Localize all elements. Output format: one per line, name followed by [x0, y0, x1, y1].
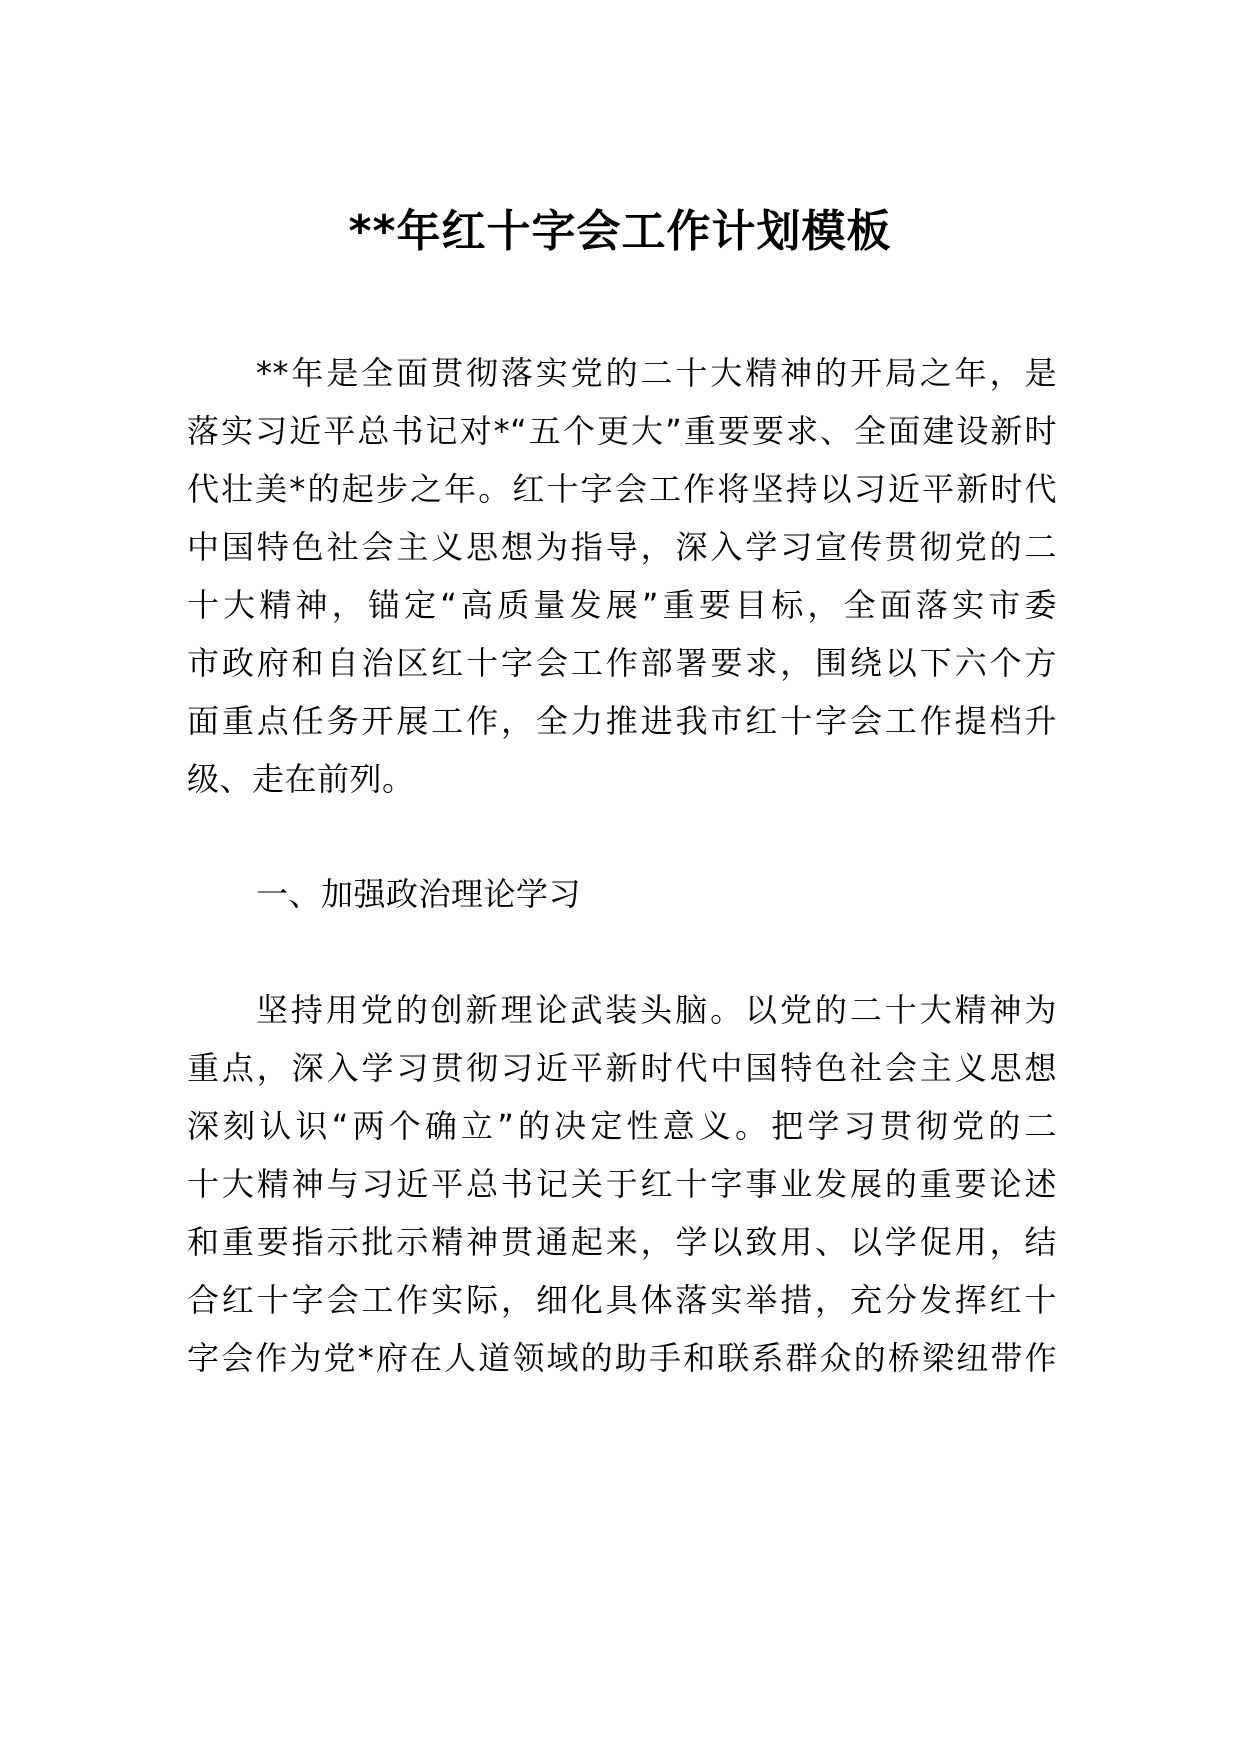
paragraph-line: 坚持用党的创新理论武装头脑。以党的二十大精神为	[256, 991, 1057, 1029]
paragraph-line: 和重要指示批示精神贯通起来，学以致用、以学促用，结	[187, 1223, 1057, 1261]
paragraph-line: 中国特色社会主义思想为指导，深入学习宣传贯彻党的二	[187, 528, 1057, 566]
paragraph-line: 市政府和自治区红十字会工作部署要求，围绕以下六个方	[187, 644, 1057, 682]
paragraph-line: 深刻认识“两个确立”的决定性意义。把学习贯彻党的二	[187, 1107, 1057, 1145]
paragraph-line: **年是全面贯彻落实党的二十大精神的开局之年，是	[256, 354, 1057, 392]
paragraph-line: 合红十字会工作实际，细化具体落实举措，充分发挥红十	[187, 1281, 1057, 1319]
document-title: **年红十字会工作计划模板	[348, 206, 892, 257]
paragraph-line: 十大精神与习近平总书记关于红十字事业发展的重要论述	[187, 1165, 1057, 1203]
paragraph-line: 面重点任务开展工作，全力推进我市红十字会工作提档升	[187, 702, 1057, 740]
paragraph-line: 十大精神，锚定“高质量发展”重要目标，全面落实市委	[187, 586, 1057, 624]
paragraph-line: 级、走在前列。	[187, 760, 415, 798]
paragraph-line: 重点，深入学习贯彻习近平新时代中国特色社会主义思想	[187, 1049, 1057, 1087]
paragraph-line: 字会作为党*府在人道领域的助手和联系群众的桥梁纽带作	[187, 1339, 1057, 1377]
paragraph-line: 代壮美*的起步之年。红十字会工作将坚持以习近平新时代	[187, 470, 1057, 508]
section-heading: 一、加强政治理论学习	[256, 875, 582, 913]
paragraph-line: 落实习近平总书记对*“五个更大”重要要求、全面建设新时	[187, 412, 1057, 450]
